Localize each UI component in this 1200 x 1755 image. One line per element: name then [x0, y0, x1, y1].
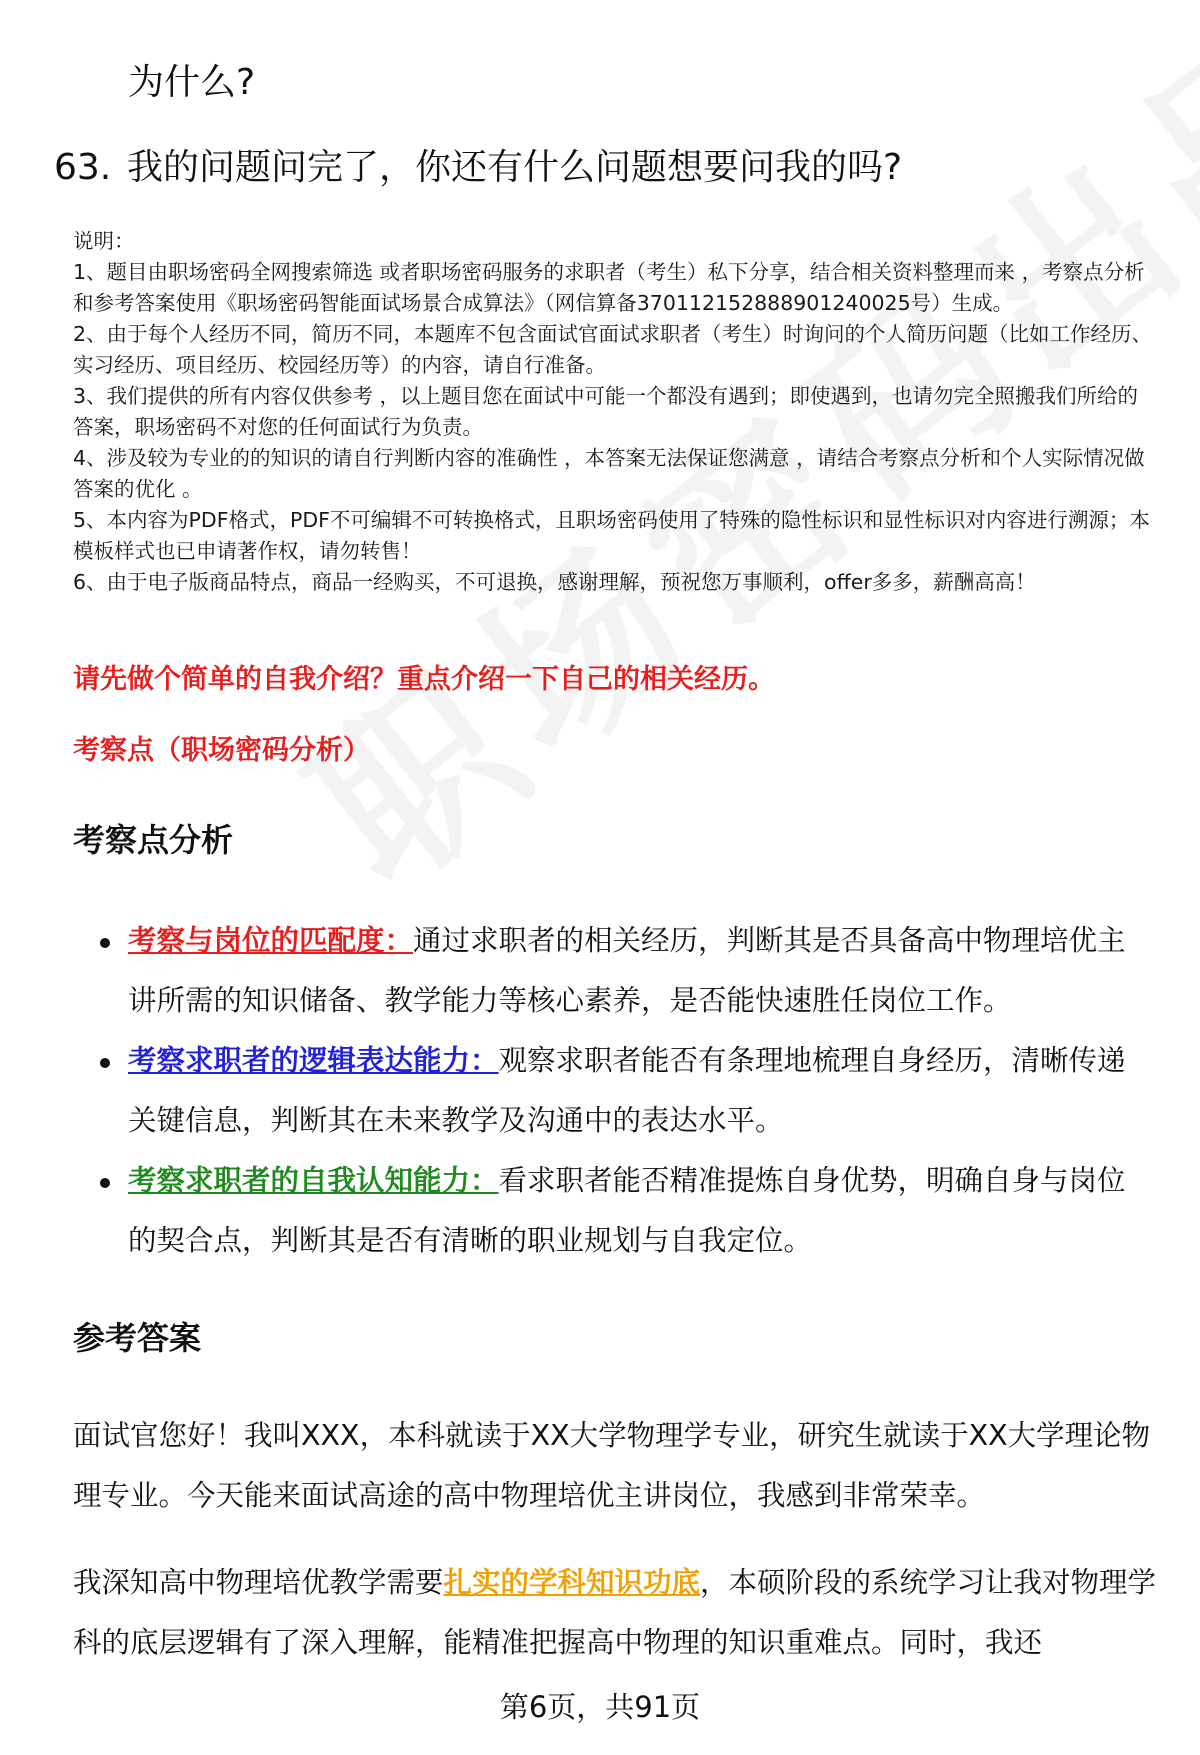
- note-item: 2、由于每个人经历不同，简历不同，本题库不包含面试官面试求职者（考生）时询问的个人简历问题（比如工作经历、实习经历、项目经历、校园经历等）的内容，请自行准备。: [73, 322, 1153, 377]
- question-text: 我的问题问完了，你还有什么问题想要问我的吗?: [127, 147, 903, 188]
- answer-heading: 参考答案: [73, 1319, 202, 1357]
- note-item: 1、题目由职场密码全网搜索筛选 或者职场密码服务的求职者（考生）私下分享，结合相关资料整理而来 ，考察点分析和参考答案使用《职场密码智能面试场景合成算法》（网信算备370112152888901240025号）生成。: [73, 260, 1145, 315]
- question-63: [54, 143, 902, 193]
- note-item: 5、本内容为PDF格式，PDF不可编辑不可转换格式，且职场密码使用了特殊的隐性标识和显性标识对内容进行溯源；本模板样式也已申请著作权，请勿转售！: [73, 508, 1150, 563]
- analysis-item: [73, 1031, 1153, 1151]
- notes-block: [73, 226, 1158, 598]
- analysis-heading: 考察点分析: [73, 821, 234, 859]
- note-item: 6、由于电子版商品特点，商品一经购买，不可退换，感谢理解，预祝您万事顺利，offer多多，薪酬高高！: [73, 570, 1036, 594]
- analysis-item: [73, 911, 1153, 1031]
- notes-title: 说明：: [73, 229, 135, 253]
- answer-highlight: 扎实的学科知识功底: [443, 1566, 701, 1599]
- answer-text: ，本硕阶段的系统学习让我对物理学科的底层逻辑有了深入理解，能精准把握高中物理的知识重难点。同时，我还: [73, 1566, 1157, 1659]
- note-item: 4、涉及较为专业的的知识的请自行判断内容的准确性 ，本答案无法保证您满意 ，请结合考察点分析和个人实际情况做答案的优化 。: [73, 446, 1145, 501]
- question-tail: 为什么?: [128, 62, 256, 103]
- analysis-item-text: 观察求职者能否有条理地梳理自身经历，清晰传递关键信息，判断其在未来教学及沟通中的表达水平。: [128, 1044, 1126, 1137]
- note-item: 3、我们提供的所有内容仅供参考 ，以上题目您在面试中可能一个都没有遇到；即使遇到，也请勿完全照搬我们所给的答案，职场密码不对您的任何面试行为负责。: [73, 384, 1139, 439]
- analysis-item-text: 看求职者能否精准提炼自身优势，明确自身与岗位的契合点，判断其是否有清晰的职业规划与自我定位。: [128, 1164, 1126, 1257]
- question-number: 63.: [54, 147, 112, 188]
- analysis-item-text: 通过求职者的相关经历，判断其是否具备高中物理培优主讲所需的知识储备、教学能力等核心素养，是否能快速胜任岗位工作。: [128, 924, 1126, 1017]
- analysis-item-lead: 考察求职者的逻辑表达能力：: [128, 1044, 499, 1077]
- bullet-dot-icon: [100, 938, 110, 948]
- bullet-dot-icon: [100, 1058, 110, 1068]
- page-footer: 第6页，共91页: [499, 1690, 701, 1724]
- bullet-dot-icon: [100, 1178, 110, 1188]
- answer-paragraph: [73, 1553, 1158, 1673]
- analysis-item: [73, 1151, 1153, 1271]
- analysis-item-lead: 考察与岗位的匹配度：: [128, 924, 414, 957]
- kcd-label: 考察点（职场密码分析）: [73, 735, 370, 766]
- main-question: 请先做个简单的自我介绍？重点介绍一下自己的相关经历。: [73, 664, 775, 695]
- answer-paragraph: 面试官您好！我叫XXX，本科就读于XX大学物理学专业，研究生就读于XX大学理论物理专业。今天能来面试高途的高中物理培优主讲岗位，我感到非常荣幸。: [73, 1419, 1151, 1512]
- analysis-item-lead: 考察求职者的自我认知能力：: [128, 1164, 499, 1197]
- analysis-list: [73, 911, 1153, 1271]
- answer-text: 我深知高中物理培优教学需要: [73, 1566, 444, 1599]
